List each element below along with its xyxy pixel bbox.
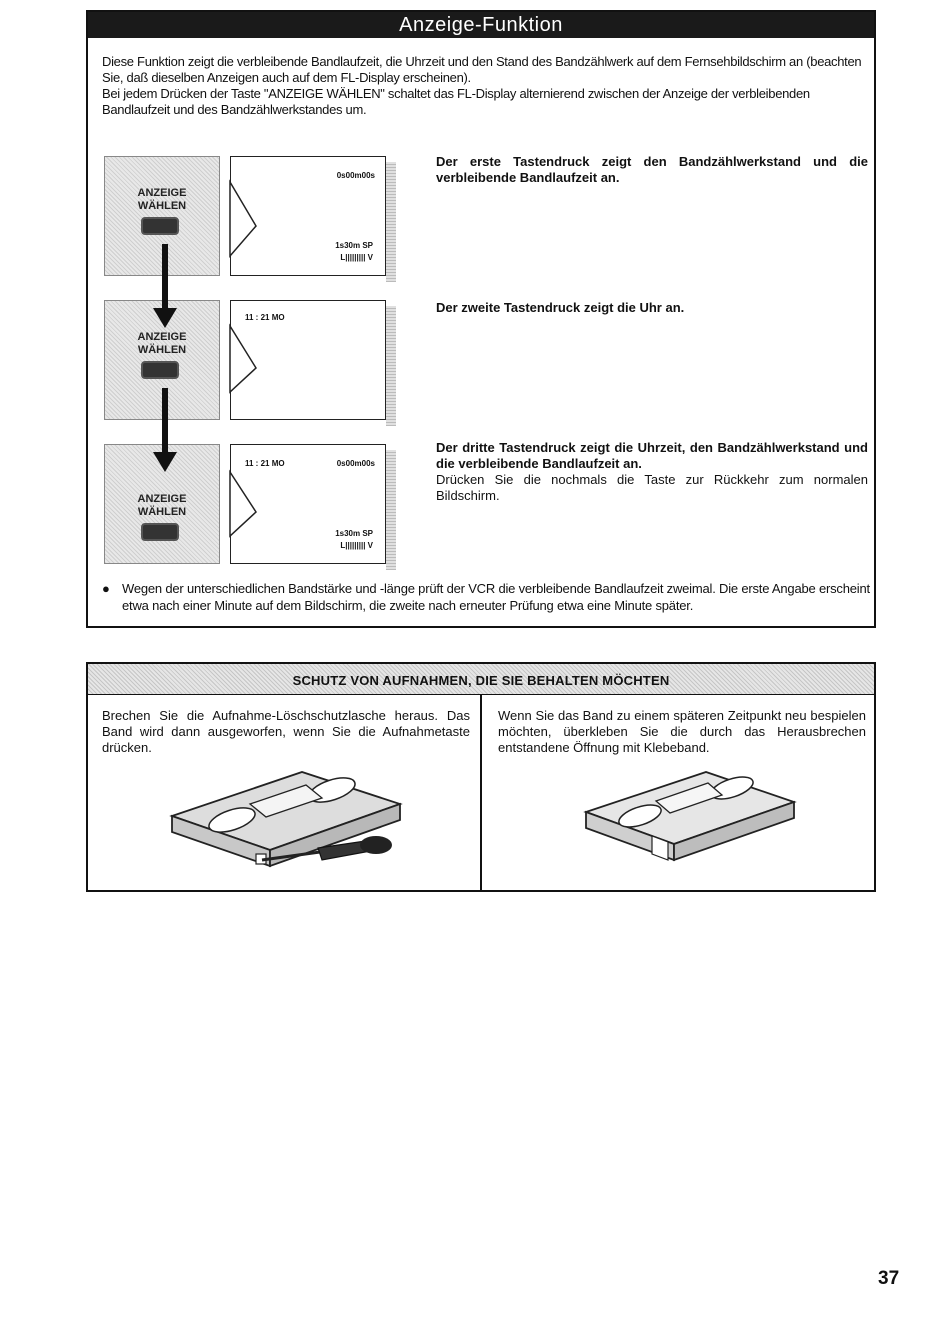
- cassette-taped-icon: [582, 768, 802, 868]
- bullet-icon: ●: [102, 581, 110, 596]
- tape-over-instructions: Wenn Sie das Band zu einem späteren Zeitpunkt neu bespielen möchten, überkleben Sie die durch das Herausbrechen entstandene Öffnung mit Klebeband.: [498, 708, 866, 755]
- osd-level: L||||||||| V: [340, 541, 373, 550]
- column-divider: [480, 695, 482, 892]
- note: [102, 580, 870, 614]
- button-label: ANZEIGE WÄHLEN: [137, 493, 187, 518]
- screen-shadow: [386, 306, 396, 426]
- step-2-text: Der zweite Tastendruck zeigt die Uhr an.: [436, 300, 685, 315]
- down-arrow-line-2: [162, 388, 168, 454]
- intro-text: [102, 54, 864, 118]
- step-1-text: Der erste Tastendruck zeigt den Bandzählwerkstand und die verbleibende Bandlaufzeit an.: [436, 154, 868, 185]
- osd-counter: 0s00m00s: [336, 171, 375, 180]
- osd-clock: 11 : 21 MO: [245, 459, 285, 468]
- screen-shadow: [386, 162, 396, 282]
- recording-protection-section: [86, 662, 876, 892]
- cassette-screwdriver-icon: [168, 768, 408, 880]
- screen-shadow: [386, 450, 396, 570]
- section-title: SCHUTZ VON AUFNAHMEN, DIE SIE BEHALTEN MÖCHTEN: [88, 664, 874, 695]
- down-arrow-icon: [153, 452, 177, 472]
- osd-counter: 0s00m00s: [336, 459, 375, 468]
- down-arrow-icon: [153, 308, 177, 328]
- page-number: 37: [878, 1268, 900, 1289]
- intro-paragraph-2: Bei jedem Drücken der Taste "ANZEIGE WÄHLEN" schaltet das FL-Display alternierend zwischen der Anzeige der verbleibenden Bandlaufzeit und des Bandzählwerkstandes um.: [102, 86, 810, 117]
- display-select-key-icon: [141, 523, 179, 541]
- osd-remaining: 1s30m SP: [335, 241, 373, 250]
- osd-remaining: 1s30m SP: [335, 529, 373, 538]
- display-select-key-icon: [141, 361, 179, 379]
- note-text: Wegen der unterschiedlichen Bandstärke und -länge prüft der VCR die verbleibende Bandlaufzeit zweimal. Die erste Angabe erscheint etwa nach einer Minute auf dem Bildschirm, die zweite nach erneuter Prüfung etwa eine Minute später.: [122, 581, 870, 613]
- down-arrow-line-1: [162, 244, 168, 310]
- callout-pointers: [212, 156, 262, 576]
- osd-clock: 11 : 21 MO: [245, 313, 285, 322]
- osd-level: L||||||||| V: [340, 253, 373, 262]
- step-3-text: Der dritte Tastendruck zeigt die Uhrzeit, den Bandzählwerkstand und die verbleibende Bandlaufzeit an. Drücken Sie die nochmals die Taste zur Rückkehr zum normalen Bildschirm.: [436, 440, 868, 503]
- break-tab-instructions: Brechen Sie die Aufnahme-Löschschutzlasche heraus. Das Band wird dann ausgeworfen, wenn Sie die Aufnahmetaste drücken.: [102, 708, 470, 755]
- intro-paragraph-1: Diese Funktion zeigt die verbleibende Bandlaufzeit, die Uhrzeit und den Stand des Bandzählwerk auf dem Fernsehbildschirm an (beachten Sie, daß dieselben Anzeigen auch auf dem FL-Display erscheinen).: [102, 54, 862, 85]
- section-title: Anzeige-Funktion: [88, 12, 874, 38]
- display-function-section: [86, 10, 876, 628]
- display-select-key-icon: [141, 217, 179, 235]
- button-label: ANZEIGE WÄHLEN: [137, 187, 187, 212]
- button-label: ANZEIGE WÄHLEN: [137, 331, 187, 356]
